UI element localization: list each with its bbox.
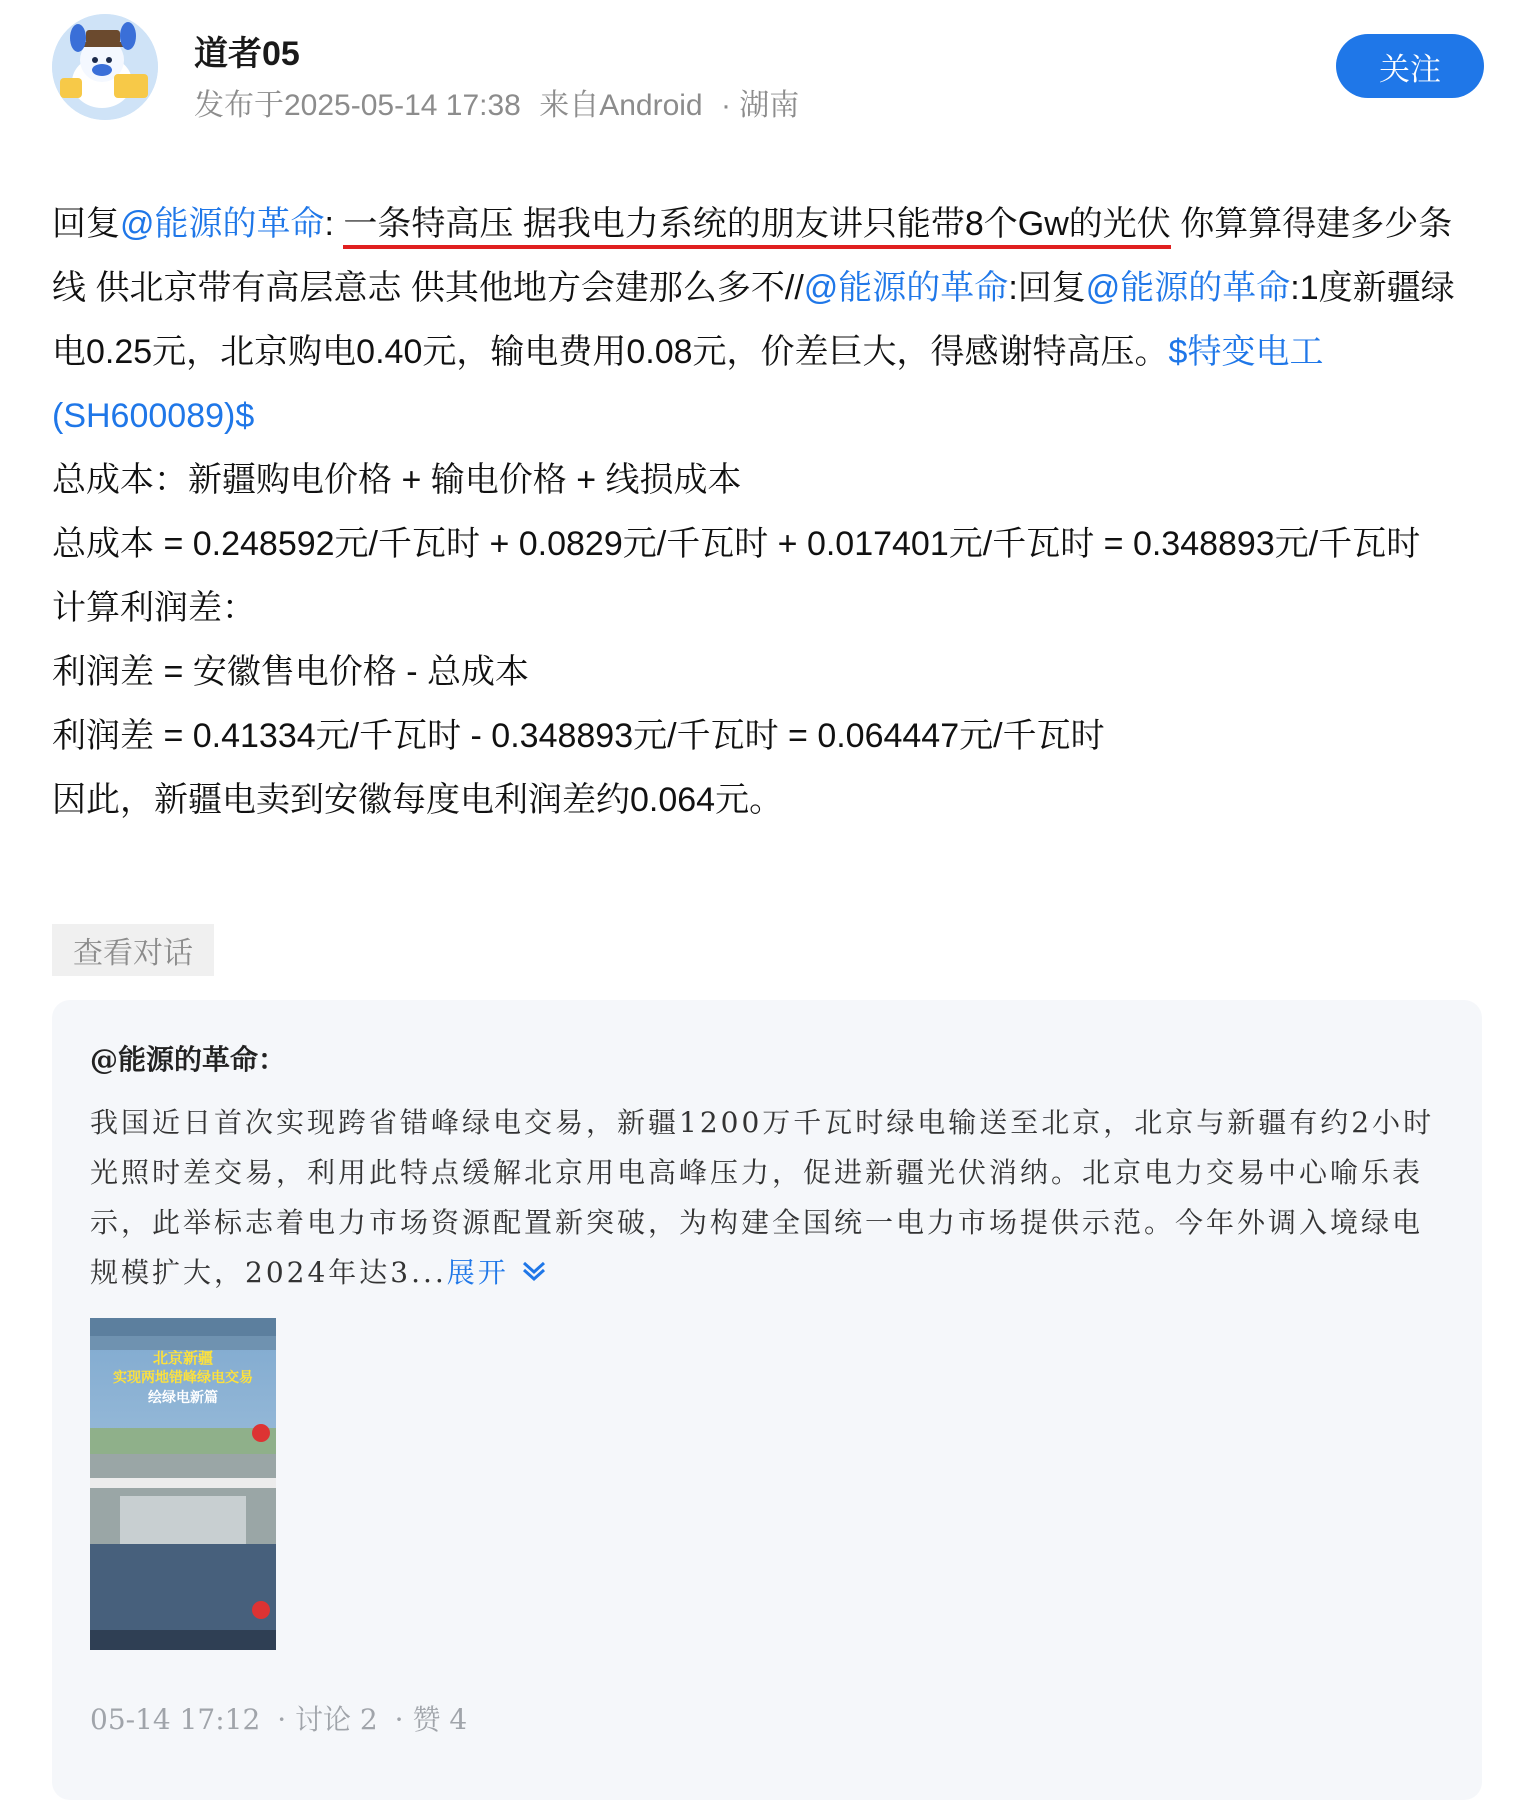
expand-label: 展开 bbox=[446, 1256, 509, 1289]
mention-link[interactable]: @能源的革命 bbox=[1085, 269, 1291, 307]
post-line: 因此，新疆电卖到安徽每度电利润差约0.064元。 bbox=[52, 781, 784, 819]
thumbnail-title bbox=[90, 1348, 276, 1408]
author-name[interactable]: 道者05 bbox=[194, 35, 300, 73]
post-line: 利润差 = 安徽售电价格 - 总成本 bbox=[52, 653, 529, 691]
quoted-time: 05-14 17:12 bbox=[90, 1703, 261, 1736]
publish-time: 发布于2025-05-14 17:38 bbox=[194, 89, 521, 122]
reply-prefix: 回复 bbox=[52, 205, 120, 243]
video-thumbnail[interactable] bbox=[90, 1318, 276, 1650]
avatar[interactable] bbox=[52, 14, 158, 120]
chevron-down-icon bbox=[521, 1256, 547, 1289]
post-line: 利润差 = 0.41334元/千瓦时 - 0.348893元/千瓦时 = 0.064447元/千瓦时 bbox=[52, 717, 1105, 755]
follow-button[interactable]: 关注 bbox=[1336, 34, 1484, 98]
view-conversation-button[interactable]: 查看对话 bbox=[52, 924, 214, 976]
mention-link[interactable]: @能源的革命 bbox=[120, 205, 325, 243]
post-line: 总成本：新疆购电价格 + 输电价格 + 线损成本 bbox=[52, 461, 742, 499]
post-text: 你算算得建多少条线 供北京带有高层意志 供其他地方会建那么多不// bbox=[52, 205, 1453, 307]
discuss-count[interactable]: · 讨论 2 bbox=[277, 1703, 378, 1736]
colon-text: : bbox=[324, 205, 344, 243]
thumbnail-title-line: 绘绿电新篇 bbox=[148, 1390, 218, 1406]
mention-link[interactable]: @能源的革命 bbox=[803, 269, 1009, 307]
post-text: :1度新疆绿电0.25元，北京购电0.40元，输电费用0.08元，价差巨大，得感谢特高压。 bbox=[52, 269, 1455, 371]
thumbnail-title-line: 实现两地错峰绿电交易 bbox=[113, 1370, 253, 1386]
like-count[interactable]: · 赞 4 bbox=[394, 1703, 468, 1736]
post-line: 总成本 = 0.248592元/千瓦时 + 0.0829元/千瓦时 + 0.017401元/千瓦时 = 0.348893元/千瓦时 bbox=[52, 525, 1421, 563]
underlined-highlight: 一条特高压 据我电力系统的朋友讲只能带8个Gw的光伏 bbox=[343, 205, 1170, 249]
post-text: :回复 bbox=[1008, 269, 1086, 307]
thumbnail-title-line: 北京新疆 bbox=[152, 1349, 213, 1367]
stock-tag-link[interactable]: $特变电工(SH600089)$ bbox=[52, 333, 1324, 435]
post-location: · 湖南 bbox=[720, 89, 800, 122]
avatar-illustration bbox=[52, 14, 158, 120]
quoted-body-text: 我国近日首次实现跨省错峰绿电交易，新疆1200万千瓦时绿电输送至北京，北京与新疆有约2小时光照时差交易，利用此特点缓解北京用电高峰压力，促进新疆光伏消纳。北京电力交易中心喻乐表示，此举标志着电力市场资源配置新突破，为构建全国统一电力市场提供示范。今年外调入境绿电规模扩大，2024年达3... bbox=[90, 1106, 1435, 1289]
post-meta bbox=[194, 80, 809, 124]
post-line: 计算利润差： bbox=[52, 589, 256, 627]
post-paragraph bbox=[52, 192, 1482, 448]
post-body bbox=[52, 192, 1482, 832]
expand-link[interactable] bbox=[447, 1256, 547, 1289]
post-source: 来自Android bbox=[539, 89, 703, 122]
quoted-text bbox=[90, 1098, 1450, 1298]
quoted-footer bbox=[90, 1698, 475, 1738]
quoted-post-card[interactable] bbox=[52, 1000, 1482, 1800]
quoted-author[interactable]: @能源的革命： bbox=[90, 1043, 287, 1076]
